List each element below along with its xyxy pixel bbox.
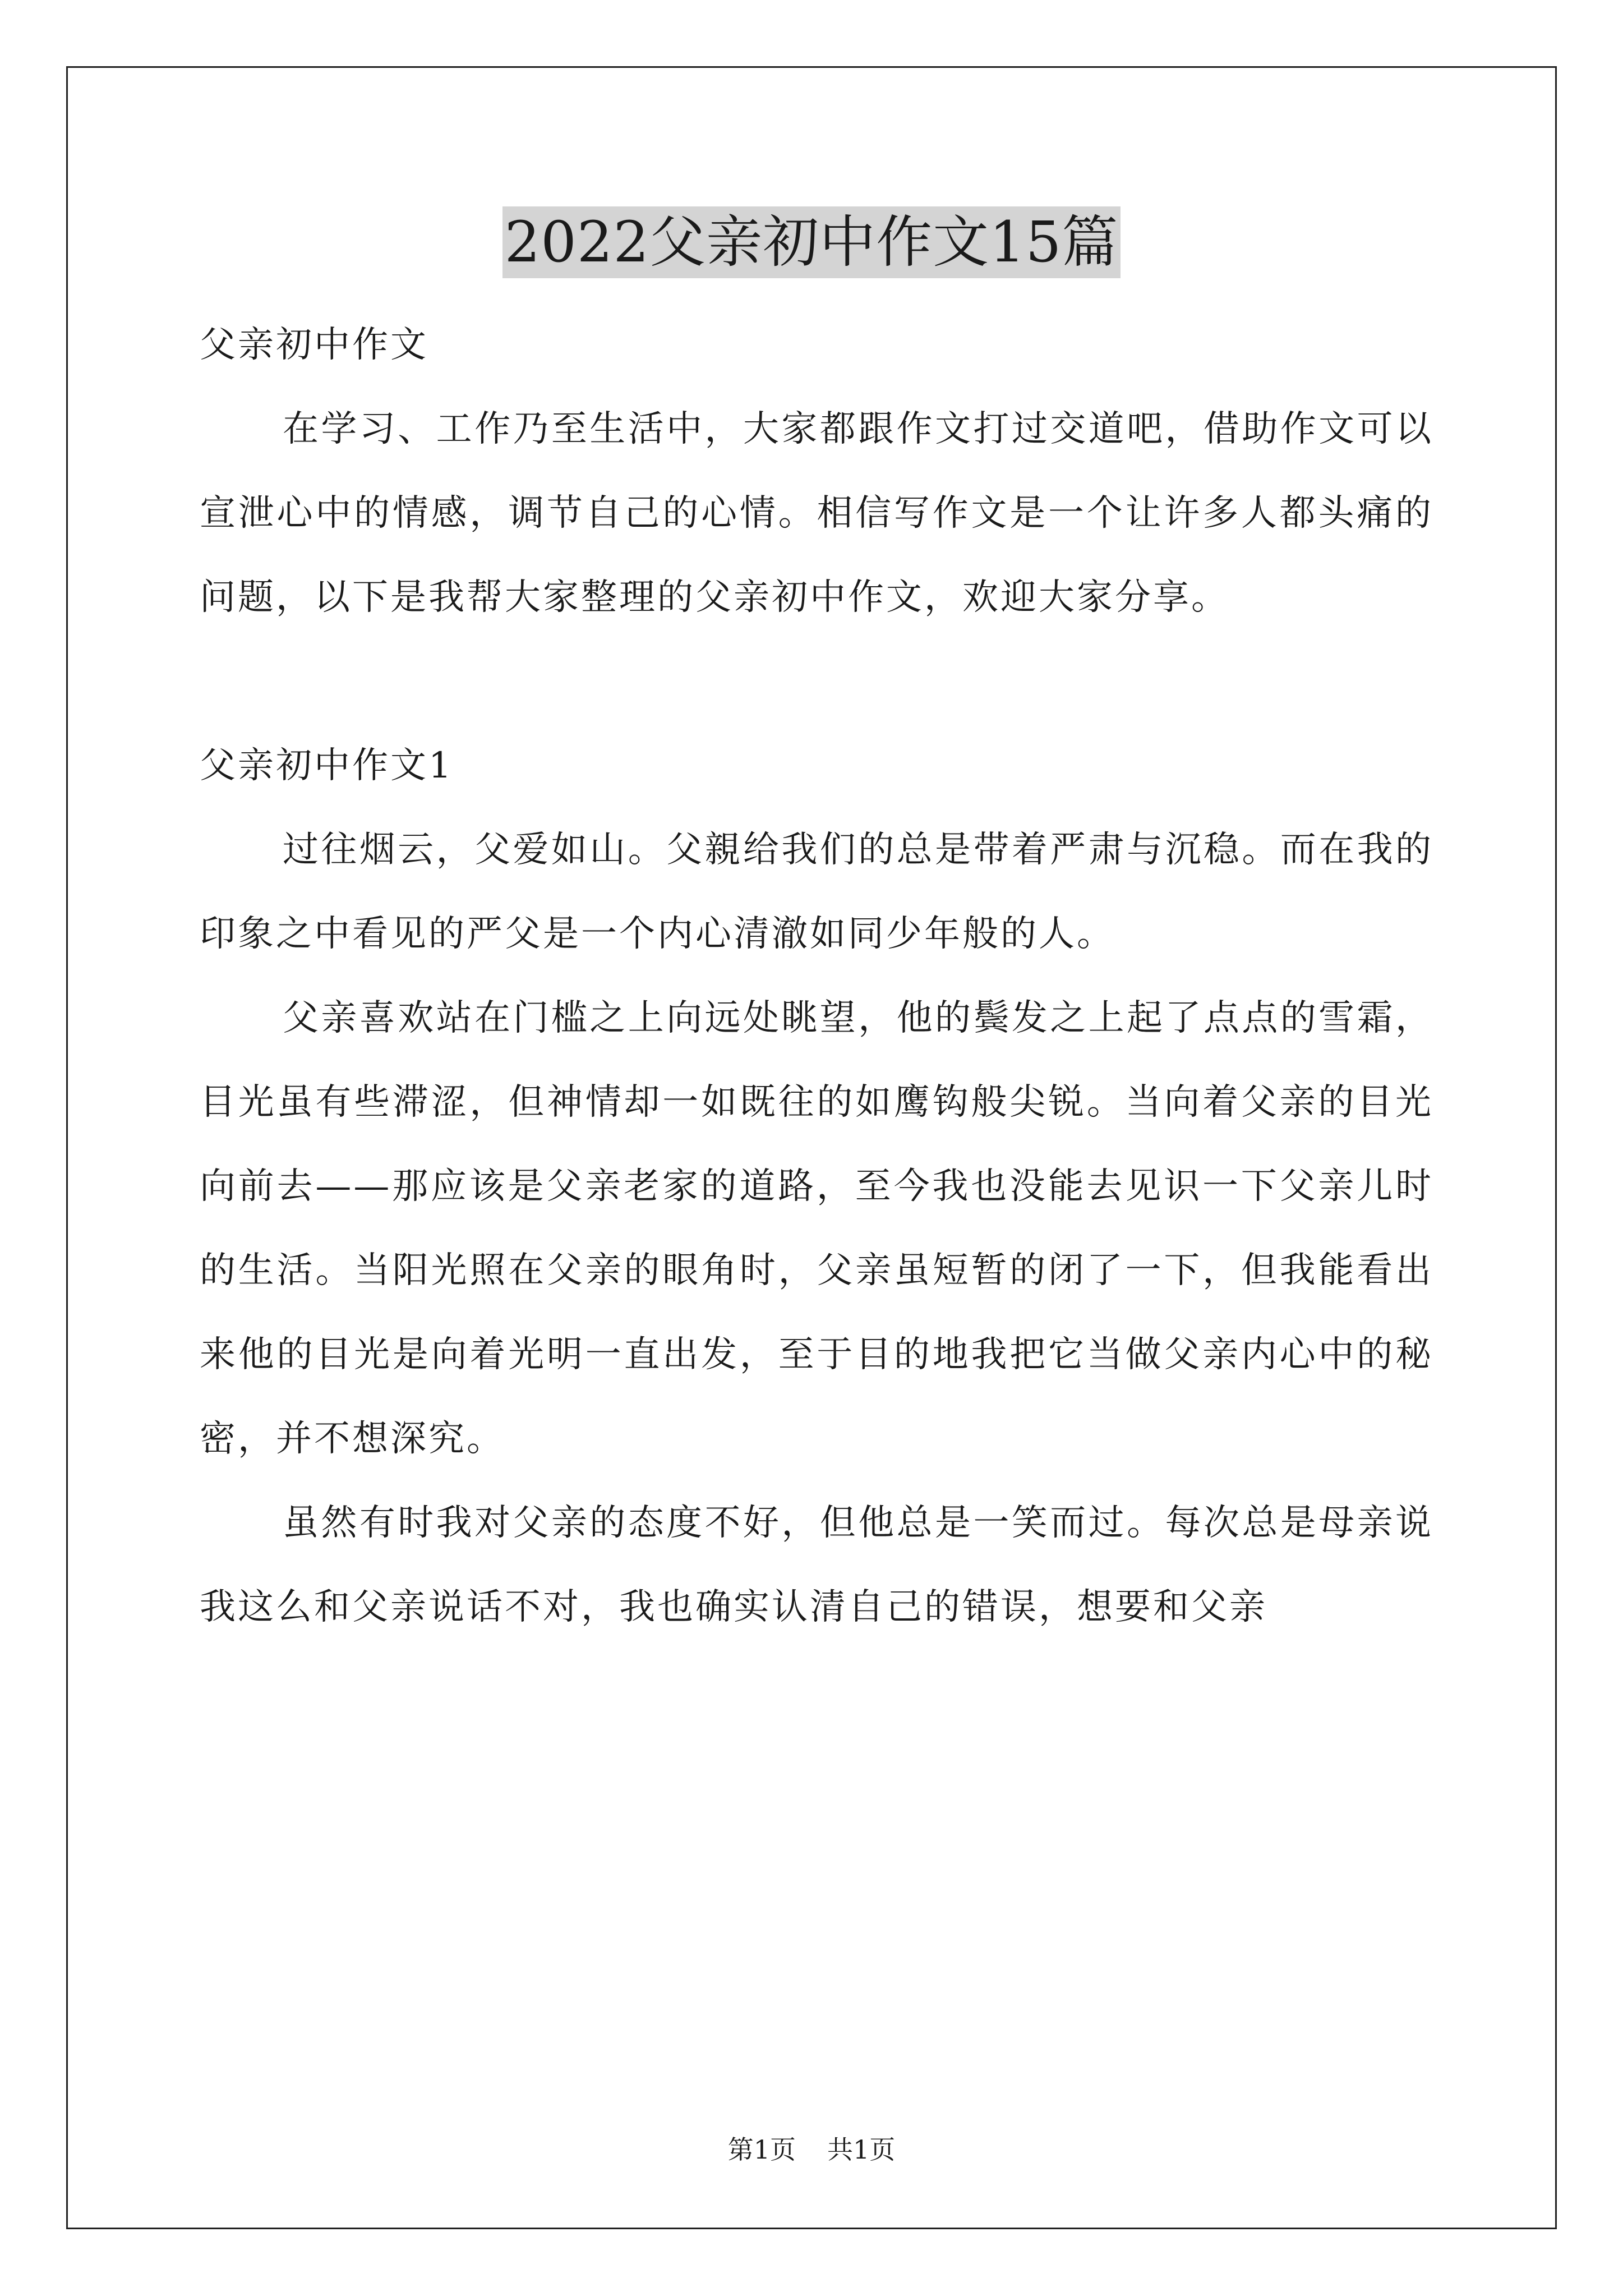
title-container: [0, 206, 1623, 278]
section-heading: 父亲初中作文: [200, 324, 428, 366]
page-number: 第1页: [727, 2134, 796, 2165]
page-footer: [0, 2133, 1623, 2166]
page-total: 共1页: [827, 2134, 896, 2165]
section-heading: 父亲初中作文1: [200, 745, 454, 786]
document-title: 2022父亲初中作文15篇: [502, 206, 1121, 278]
paragraph: 过往烟云，父爱如山。父親给我们的总是带着严肃与沉稳。而在我的印象之中看见的严父是一个内心清澈如同少年般的人。: [200, 829, 1433, 955]
paragraph: 虽然有时我对父亲的态度不好，但他总是一笑而过。每次总是母亲说我这么和父亲说话不对，我也确实认清自己的错误，想要和父亲: [200, 1502, 1433, 1628]
paragraph: 在学习、工作乃至生活中，大家都跟作文打过交道吧，借助作文可以宣泄心中的情感，调节自己的心情。相信写作文是一个让许多人都头痛的问题，以下是我帮大家整理的父亲初中作文，欢迎大家分享。: [200, 408, 1433, 618]
section-spacer: [200, 639, 1433, 724]
document-body: [200, 303, 1433, 1649]
paragraph: 父亲喜欢站在门槛之上向远处眺望，他的鬓发之上起了点点的雪霜，目光虽有些滞涩，但神情却一如既往的如鹰钩般尖锐。当向着父亲的目光向前去——那应该是父亲老家的道路，至今我也没能去见识一下父亲儿时的生活。当阳光照在父亲的眼角时，父亲虽短暂的闭了一下，但我能看出来他的目光是向着光明一直出发，至于目的地我把它当做父亲内心中的秘密，并不想深究。: [200, 997, 1433, 1460]
